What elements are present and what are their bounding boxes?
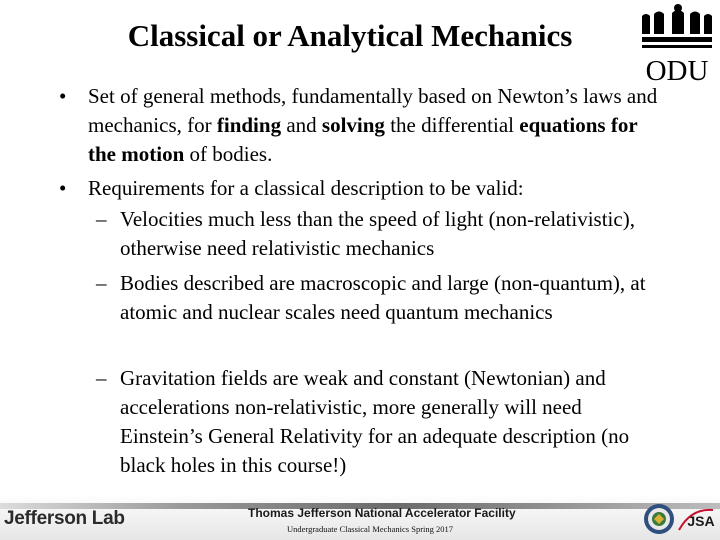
- dash-marker: –: [96, 207, 107, 231]
- slide-title: Classical or Analytical Mechanics: [127, 18, 573, 53]
- emphasis-equations: equations for the motion: [88, 113, 638, 166]
- bullet-requirements: [0, 174, 720, 204]
- course-label: Undergraduate Classical Mechanics Spring 2017: [287, 524, 454, 534]
- bullet-text: Requirements for a classical description to be valid:: [88, 176, 524, 200]
- bullet-marker: •: [59, 176, 67, 200]
- jefferson-lab-logo: Jefferson Lab: [4, 508, 125, 529]
- sub-bullet-bodies: [0, 269, 720, 359]
- jsa-logo: [677, 504, 717, 534]
- sub-bullet-text: Bodies described are macroscopic and large (non-quantum), at atomic and nuclear scales need quantum mechanics: [120, 271, 646, 324]
- facility-name: Thomas Jefferson National Accelerator Facility: [248, 506, 516, 520]
- text-segment: Set of general methods, fundamentally based on Newton’s laws and mechanics, for: [88, 84, 658, 137]
- sub-bullet-velocities: [0, 205, 720, 265]
- doe-seal-icon: [643, 503, 675, 535]
- emphasis-solving: solving: [321, 113, 385, 137]
- bullet-text: [88, 82, 663, 169]
- odu-logo-text: ODU: [645, 55, 709, 84]
- emphasis-finding: finding: [216, 113, 282, 137]
- dash-marker: –: [96, 366, 107, 390]
- jsa-logo-text: JSA: [687, 513, 715, 529]
- sub-bullet-text: Velocities much less than the speed of light (non-relativistic), otherwise need relativistic mechanics: [120, 207, 635, 260]
- sub-bullet-text: Gravitation fields are weak and constant (Newtonian) and accelerations non-relativistic, more generally will need Einstein’s General Relativity for an adequate description (no black holes in this course!): [120, 366, 630, 477]
- dash-marker: –: [96, 271, 107, 295]
- bullet-marker: •: [59, 84, 67, 108]
- sub-bullet-gravitation: [0, 364, 720, 484]
- text-segment: the differential: [384, 113, 520, 137]
- text-segment: and: [281, 113, 322, 137]
- bullet-general-methods: [0, 82, 720, 172]
- odu-logo: [638, 2, 716, 84]
- text-segment: of bodies.: [184, 142, 273, 166]
